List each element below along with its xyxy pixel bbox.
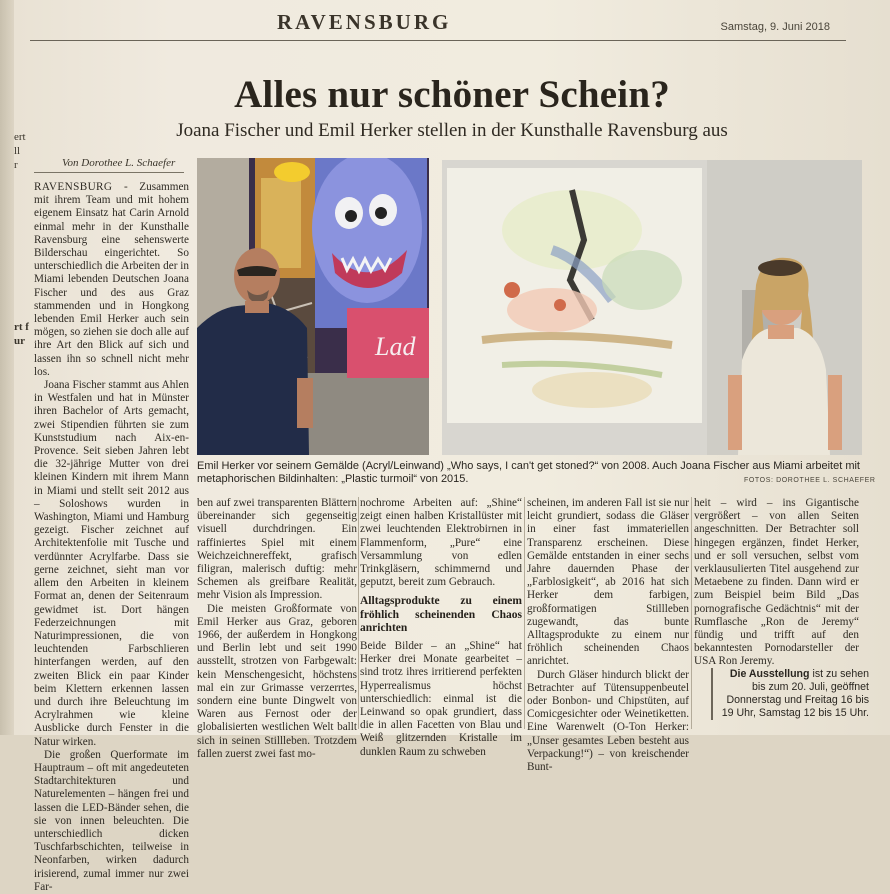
column-divider <box>358 497 359 729</box>
photo-credit: FOTOS: DOROTHEE L. SCHAEFER <box>744 477 876 484</box>
paragraph: heit – wird – ins Gigantische vergrößert – von allen Seiten angeschnitten. Der Betrachter soll hingegen ergänzen, findet Herker, und er soll versuchen, selbst vom verklausulierten Titel ausgehend zur Metaebene zu finden. Dann wird er zum Beispiel beim Bild „Das pornografische Gedächtnis“ mit der Rumflasche „Ron de Jeremy“ fündig und trifft auf den bekanntesten Pornodarsteller der USA Ron Jeremy. <box>694 497 859 668</box>
paragraph: Die großen Querformate im Hauptraum – oft mit angedeuteten Stadtarchitekturen und Naturelementen – hängen frei und lassen die LED-Bänder sehen, die sie von innen beleuchten. Die unterschiedlich dicken Tuschfarbschichten, teilweise in Neonfarben, wirken dadurch irisierend, zumal immer nur zwei Far- <box>34 748 189 893</box>
column-divider <box>691 497 692 729</box>
paragraph <box>34 181 189 379</box>
edge-fragment: rt f <box>14 321 29 333</box>
svg-text:Lad: Lad <box>375 332 416 361</box>
left-text-column <box>34 181 189 894</box>
paragraph: Durch Gläser hindurch blickt der Betrachter auf Tütensuppenbeutel oder Bonbon- und Chipstüten, auf Comicgesichter oder Weinetiketten. Eine Warenwelt (O-Ton Herker: „Unser gesamtes Leben besteht aus Verpackung!“) – von kreischender Bunt- <box>527 668 689 774</box>
edge-fragment: ert <box>14 131 26 143</box>
byline-rule <box>34 172 184 173</box>
dateline-location: RAVENSBURG <box>34 181 113 193</box>
paragraph: Beide Bilder – an „Shine“ hat Herker drei Monate gearbeitet – sind trotz ihres irritierend perfekten Hyperrealismus höchst unterschiedlich: einmal ist die Leinwand so opak grundiert, dass die in allen Facetten von Blau und Weiß glitzernden Kristalle im dunklen Raum zu schweben <box>360 639 522 758</box>
text-column-1 <box>197 497 357 761</box>
text-column-3 <box>527 497 689 774</box>
text-column-2 <box>360 497 522 759</box>
photo-emil-herker-image <box>197 158 429 455</box>
newspaper-page <box>14 0 890 893</box>
edge-fragment: r <box>14 159 18 171</box>
info-label: Die Ausstellung <box>729 668 810 680</box>
masthead-rule <box>30 40 846 41</box>
text-column-4 <box>694 497 859 669</box>
photo-caption: Emil Herker vor seinem Gemälde (Acryl/Leinwand) „Who says, I can't get stoned?“ von 2008. Auch Joana Fischer aus Miami arbeitet mit metaphorischen Bildinhalten: „Plastic turmoil“ von 2015. <box>197 460 860 485</box>
photo-joana-fischer-image <box>442 160 862 455</box>
paragraph: Joana Fischer stammt aus Ahlen in Westfalen und hat in Münster ihren Bachelor of Arts gemacht, zwei Stipendien führten sie zum Kunststudium nach Aix-en-Provence. Seit sieben Jahren lebt die 32-jährige Mutter von drei kleinen Kindern mit ihrem Mann in Miami und stellt seit 2012 aus – Soloshows wurden in Washington, Miami und Hamburg gezeigt. Fischer zeichnet auf Architektenfolie mit Tusche und verdünnter Acrylfarbe. Dass sie gerne zeichnet, sieht man vor allem den Arbeiten in kleinem Format an, denen der Seitenraum gewidmet ist. Dort hängen Federzeichnungen mit Naturimpressionen, die von leuchtenden Farbschlieren hinterfangen werden, auf den zweiten Blick ein paar Kinder beim Klettern erkennen lassen und durch ihre Beleuchtung im Acrylrahmen wie kleine Ausblicke durch Fenster in die Natur wirken. <box>34 379 189 748</box>
photo-emil-herker <box>197 158 429 455</box>
paragraph: nochrome Arbeiten auf: „Shine“ zeigt einen halben Kristallüster mit zwei leuchtenden Elektrobirnen in Flammenform, „Pure“ eine Versammlung von edlen Trinkgläsern, schimmernd und geputzt, bereit zum Gebrauch. <box>360 497 522 589</box>
section-title: RAVENSBURG <box>277 10 452 34</box>
paragraph: Die meisten Großformate von Emil Herker aus Graz, geboren 1966, der außerdem in Hongkong und Berlin lebt und seit 1990 ausstellt, strotzen von Farbgewalt: kein Menschengesicht, höchstens mal ein zur Grimasse verzerrtes, sondern eine bunte Dingwelt von Waren aus Fernost oder der globalisierten westlichen Welt ballt sich in seinen Stillleben. Trotzdem fallen zuerst zwei fast mo- <box>197 602 357 760</box>
edge-fragment: ll <box>14 145 21 157</box>
edge-fragment: ur <box>14 335 25 347</box>
article-subhead: Joana Fischer und Emil Herker stellen in der Kunsthalle Ravensburg aus <box>176 120 728 141</box>
exhibition-info-box <box>711 668 869 720</box>
paragraph: ben auf zwei transparenten Blättern übereinander sich gegenseitig visuell durchdringen. Ein raffiniertes Spiel mit einem Weichzeichnereffekt, grafisch filigran, malerisch duftig: mehr Schemen als greifbare Realität, mehr Vision als Impression. <box>197 497 357 602</box>
paragraph: scheinen, im anderen Fall ist sie nur leicht grundiert, sodass die Gläser in einer fast immateriellen Transparenz erscheinen. Diese Gemälde entstanden in einer sechs Jahre dauernden Phase der „Farblosigkeit“, ab 2016 hat sich Herker dem farbigen, großformatigen Stillleben zugewandt, das bunte Alltagsprodukte zu einem nur fröhlich scheinenden Chaos anrichtet. <box>527 497 689 668</box>
issue-date: Samstag, 9. Juni 2018 <box>720 21 830 33</box>
previous-page-edge <box>0 0 14 735</box>
subheading: Alltagsprodukte zu einem fröhlich scheinenden Chaos anrichten <box>360 595 522 635</box>
adjacent-column-fragments <box>14 130 36 348</box>
info-text: ist zu sehen bis zum 20. Juli, geöffnet Donnerstag und Freitag 16 bis 19 Uhr, Samstag 12 bis 15 Uhr. <box>721 668 869 719</box>
column-divider <box>524 497 525 729</box>
article-byline: Von Dorothee L. Schaefer <box>62 157 176 169</box>
article-headline: Alles nur schöner Schein? <box>234 73 670 116</box>
paragraph-text: - Zusammen mit ihrem Team und mit hohem eigenem Einsatz hat Carin Arnold einmal mehr in der Kunsthalle Ravensburg eine sehenswerte Bilderschau eingerichtet. So unterschiedlich die Arbeiten der in Miami lebenden Deutschen Joana Fischer und des aus Graz stammenden und in Hongkong lebenden Emil Herker auch sein mögen, so ziehen sie doch alle auf ihre Art den Blick auf sich und lassen ihn so schnell nicht mehr los. <box>34 181 189 378</box>
photo-joana-fischer <box>442 160 862 455</box>
